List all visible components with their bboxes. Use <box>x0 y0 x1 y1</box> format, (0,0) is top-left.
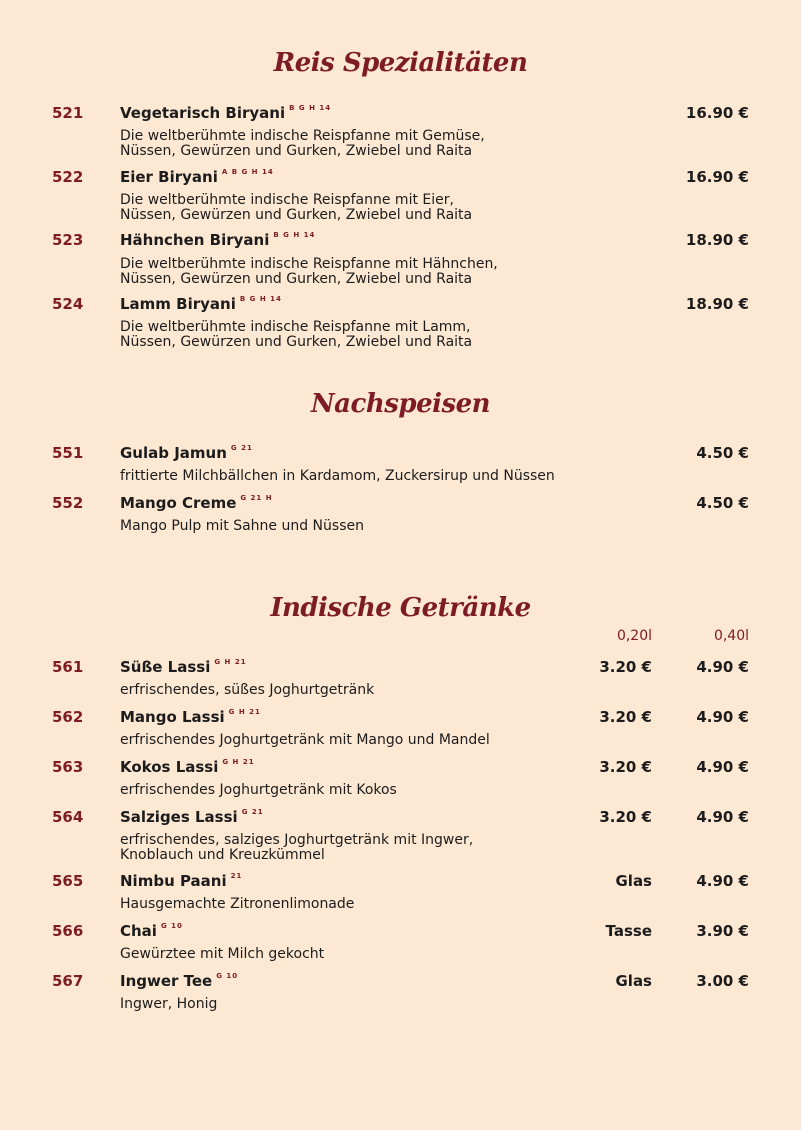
item-description: Die weltberühmte indische Reispfanne mit Lamm, Nüssen, Gewürzen und Gurken, Zwiebel und Raita <box>120 319 473 350</box>
item-price: 4.50 € <box>696 494 749 512</box>
item-name: Mango Creme $^{G 21 H}$ <box>120 494 273 512</box>
item-price-small: 3.20 € <box>599 658 652 676</box>
allergen-codes: 21 <box>230 872 243 880</box>
allergen-codes: G H 21 <box>222 758 255 766</box>
item-price-large: 3.90 € <box>696 922 749 940</box>
item-name: Eier Biryani $^{A B G H 14}$ <box>120 168 274 186</box>
item-description: erfrischendes, salziges Joghurtgetränk mit Ingwer, Knoblauch und Kreuzkümmel <box>120 832 474 863</box>
item-number: 565 <box>52 872 84 890</box>
section-title-drinks: Indische Getränke <box>270 593 531 623</box>
item-name: Hähnchen Biryani $^{B G H 14}$ <box>120 231 316 249</box>
item-description: Die weltberühmte indische Reispfanne mit Hähnchen, Nüssen, Gewürzen und Gurken, Zwiebel und Raita <box>120 256 498 287</box>
item-description: Ingwer, Honig <box>120 996 218 1012</box>
item-description: Gewürztee mit Milch gekocht <box>120 946 325 962</box>
item-description: Die weltberühmte indische Reispfanne mit Gemüse, Nüssen, Gewürzen und Gurken, Zwiebel und Raita <box>120 128 485 159</box>
item-name: Nimbu Paani $^{21}$ <box>120 872 243 890</box>
item-price: 4.50 € <box>696 444 749 462</box>
allergen-codes: G 10 <box>160 922 183 930</box>
section-title-desserts: Nachspeisen <box>310 389 491 419</box>
item-number: 524 <box>52 295 84 313</box>
item-number: 552 <box>52 494 84 512</box>
item-name: Mango Lassi $^{G H 21}$ <box>120 708 261 726</box>
column-header-small: 0,20l <box>616 628 652 644</box>
item-price-small: 3.20 € <box>599 758 652 776</box>
item-number: 566 <box>52 922 84 940</box>
item-price-small: Tasse <box>605 922 652 940</box>
item-number: 521 <box>52 104 84 122</box>
item-description: Die weltberühmte indische Reispfanne mit Eier, Nüssen, Gewürzen und Gurken, Zwiebel und Raita <box>120 192 473 223</box>
item-number: 563 <box>52 758 84 776</box>
allergen-codes: B G H 14 <box>239 295 282 303</box>
item-name: Gulab Jamun $^{G 21}$ <box>120 444 253 462</box>
item-number: 561 <box>52 658 84 676</box>
item-description: erfrischendes Joghurtgetränk mit Mango und Mandel <box>120 732 490 748</box>
item-name: Salziges Lassi $^{G 21}$ <box>120 808 264 826</box>
item-number: 567 <box>52 972 84 990</box>
item-name: Vegetarisch Biryani $^{B G H 14}$ <box>120 104 332 122</box>
allergen-codes: G 10 <box>216 972 239 980</box>
item-description: Hausgemachte Zitronenlimonade <box>120 896 355 912</box>
item-price-large: 4.90 € <box>696 808 749 826</box>
item-price-small: Glas <box>615 972 652 990</box>
item-number: 551 <box>52 444 84 462</box>
item-price-small: Glas <box>615 872 652 890</box>
item-description: erfrischendes, süßes Joghurtgetränk <box>120 682 375 698</box>
item-number: 523 <box>52 231 84 249</box>
item-price: 18.90 € <box>685 295 749 313</box>
item-description: frittierte Milchbällchen in Kardamom, Zuckersirup und Nüssen <box>120 468 555 484</box>
item-name: Chai $^{G 10}$ <box>120 922 183 940</box>
item-price-large: 4.90 € <box>696 658 749 676</box>
item-name: Lamm Biryani $^{B G H 14}$ <box>120 295 282 313</box>
allergen-codes: G H 21 <box>214 658 247 666</box>
item-number: 562 <box>52 708 84 726</box>
item-price: 16.90 € <box>685 104 749 122</box>
item-description: Mango Pulp mit Sahne und Nüssen <box>120 518 364 534</box>
item-name: Süße Lassi $^{G H 21}$ <box>120 658 247 676</box>
item-number: 564 <box>52 808 84 826</box>
allergen-codes: G 21 H <box>240 494 273 502</box>
column-header-large: 0,40l <box>713 628 749 644</box>
item-price-large: 4.90 € <box>696 708 749 726</box>
item-price-large: 4.90 € <box>696 872 749 890</box>
item-description: erfrischendes Joghurtgetränk mit Kokos <box>120 782 397 798</box>
allergen-codes: G 21 <box>230 444 253 452</box>
item-name: Kokos Lassi $^{G H 21}$ <box>120 758 255 776</box>
allergen-codes: G H 21 <box>228 708 261 716</box>
item-price-large: 4.90 € <box>696 758 749 776</box>
item-name: Ingwer Tee $^{G 10}$ <box>120 972 239 990</box>
allergen-codes: B G H 14 <box>273 231 316 239</box>
item-price-small: 3.20 € <box>599 808 652 826</box>
item-price-large: 3.00 € <box>696 972 749 990</box>
item-price: 18.90 € <box>685 231 749 249</box>
allergen-codes: B G H 14 <box>289 104 332 112</box>
allergen-codes: G 21 <box>241 808 264 816</box>
item-number: 522 <box>52 168 84 186</box>
section-title-rice: Reis Spezialitäten <box>273 48 528 78</box>
item-price-small: 3.20 € <box>599 708 652 726</box>
allergen-codes: A B G H 14 <box>221 168 274 176</box>
item-price: 16.90 € <box>685 168 749 186</box>
